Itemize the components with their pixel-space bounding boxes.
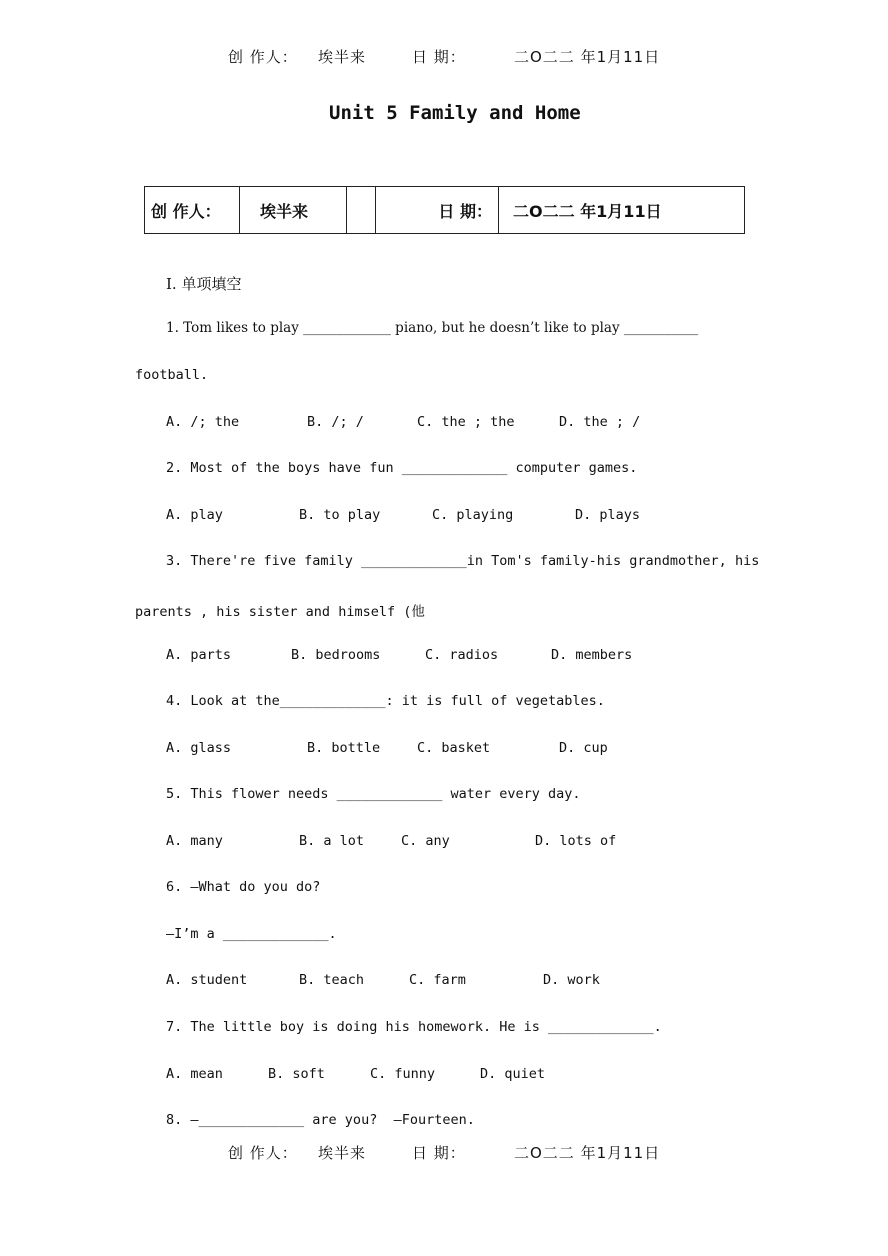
footer-creator-name: 埃半来 — [318, 1144, 367, 1162]
q3-option-d: D. members — [551, 647, 633, 663]
question-7-stem: 7. The little boy is doing his homework. He is _____________. — [166, 1019, 662, 1035]
question-8-stem: 8. —_____________ are you? —Fourteen. — [166, 1112, 475, 1128]
question-1-stem: 1. Tom likes to play _____________ piano, but he doesn’t like to play ___________ — [166, 320, 699, 336]
q3-option-b: B. bedrooms — [291, 647, 381, 663]
meta-date-label: 日 期： — [376, 187, 499, 234]
q1-option-b: B. /; / — [307, 414, 364, 430]
question-6-stem-cont: —I’m a _____________. — [166, 926, 337, 942]
page-title: Unit 5 Family and Home — [329, 102, 581, 124]
meta-empty-cell — [347, 187, 376, 234]
q3-option-a: A. parts — [166, 647, 232, 663]
q1-option-a: A. /; the — [166, 414, 240, 430]
q3-option-c: C. radios — [425, 647, 499, 663]
q1-option-c: C. the ; the — [417, 414, 515, 430]
question-1-stem-cont: football. — [135, 367, 209, 383]
meta-creator-name: 埃半来 — [240, 187, 347, 234]
q5-option-d: D. lots of — [535, 833, 617, 849]
q7-option-c: C. funny — [370, 1066, 436, 1082]
meta-table — [144, 186, 745, 234]
q4-option-a: A. glass — [166, 740, 232, 756]
q6-option-c: C. farm — [409, 972, 466, 988]
meta-creator-label: 创 作人： — [145, 187, 240, 234]
q6-option-d: D. work — [543, 972, 600, 988]
q7-option-d: D. quiet — [480, 1066, 546, 1082]
q6-option-b: B. teach — [299, 972, 365, 988]
question-4-stem: 4. Look at the_____________: it is full of vegetables. — [166, 693, 605, 709]
footer-date-value: 二O二二 年1月11日 — [514, 1144, 661, 1162]
question-3-stem-cont: parents , his sister and himself (他 — [135, 604, 425, 620]
meta-date-value: 二O二二 年1月11日 — [499, 187, 745, 234]
q7-option-a: A. mean — [166, 1066, 223, 1082]
q4-option-b: B. bottle — [307, 740, 381, 756]
q4-option-d: D. cup — [559, 740, 608, 756]
q2-option-d: D. plays — [575, 507, 641, 523]
question-3-stem: 3. There're five family _____________in Tom's family-his grandmother, his — [166, 553, 760, 569]
footer-creator-label: 创 作人： — [228, 1144, 298, 1162]
question-2-stem: 2. Most of the boys have fun _____________ computer games. — [166, 460, 638, 476]
header-creator-label: 创 作人： — [228, 48, 298, 66]
q2-option-b: B. to play — [299, 507, 381, 523]
question-6-stem: 6. —What do you do? — [166, 879, 321, 895]
q2-option-a: A. play — [166, 507, 223, 523]
q5-option-c: C. any — [401, 833, 450, 849]
header-creator-name: 埃半来 — [318, 48, 367, 66]
section-heading: I. 单项填空 — [166, 275, 242, 293]
question-5-stem: 5. This flower needs _____________ water every day. — [166, 786, 581, 802]
q5-option-a: A. many — [166, 833, 223, 849]
header-date-value: 二O二二 年1月11日 — [514, 48, 661, 66]
q1-option-d: D. the ; / — [559, 414, 641, 430]
q6-option-a: A. student — [166, 972, 248, 988]
q7-option-b: B. soft — [268, 1066, 325, 1082]
q2-option-c: C. playing — [432, 507, 514, 523]
footer-date-label: 日 期： — [412, 1144, 466, 1162]
q5-option-b: B. a lot — [299, 833, 365, 849]
header-date-label: 日 期： — [412, 48, 466, 66]
q4-option-c: C. basket — [417, 740, 491, 756]
